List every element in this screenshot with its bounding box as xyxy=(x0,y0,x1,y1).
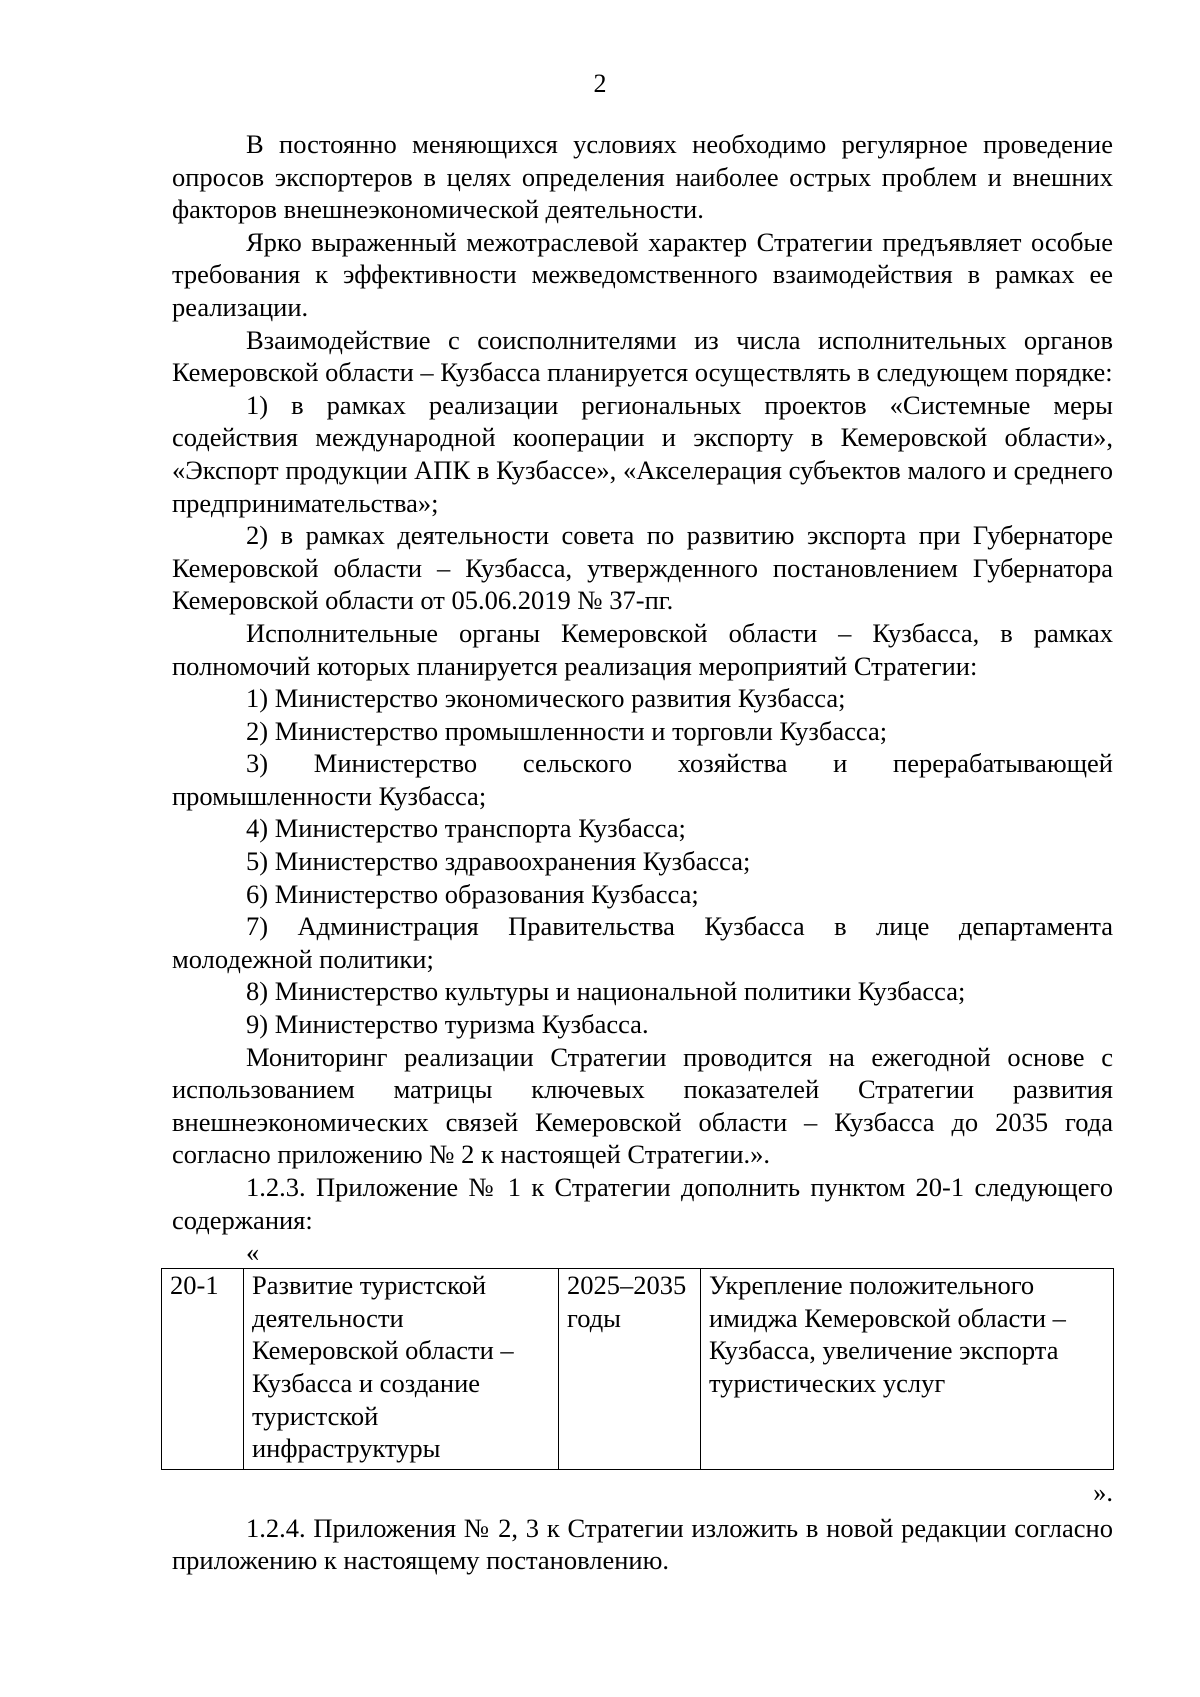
paragraph: Мониторинг реализации Стратегии проводится на ежегодной основе с использованием матрицы ключевых показателей Стратегии развития внешнеэкономических связей Кемеровской области – Кузбасса до 2035 года согласно приложению № 2 к настоящей Стратегии.». xyxy=(172,1041,1113,1170)
table-row xyxy=(162,1269,1114,1470)
inserted-table xyxy=(161,1268,1114,1470)
paragraph: В постоянно меняющихся условиях необходимо регулярное проведение опросов экспортеров в целях определения наиболее острых проблем и внешних факторов внешнеэкономической деятельности. xyxy=(172,129,1113,225)
paragraph: Исполнительные органы Кемеровской области – Кузбасса, в рамках полномочий которых планируется реализация мероприятий Стратегии: xyxy=(172,617,1113,681)
table-cell-result: Укрепление положительного имиджа Кемеровской области – Кузбасса, увеличение экспорта туристических услуг xyxy=(701,1269,1114,1470)
close-quote: ». xyxy=(1093,1476,1113,1507)
open-quote: « xyxy=(246,1237,260,1268)
list-item: 2) Министерство промышленности и торговли Кузбасса; xyxy=(246,715,888,746)
table-cell-period: 2025–2035 годы xyxy=(559,1269,701,1470)
paragraph: Взаимодействие с соисполнителями из числа исполнительных органов Кемеровской области – Кузбасса планируется осуществлять в следующем порядке: xyxy=(172,324,1113,388)
list-item: 8) Министерство культуры и национальной политики Кузбасса; xyxy=(246,976,966,1007)
list-item: 6) Министерство образования Кузбасса; xyxy=(246,878,699,909)
list-item: 7) Администрация Правительства Кузбасса в лице департамента молодежной политики; xyxy=(172,911,1113,974)
list-item: 2) в рамках деятельности совета по развитию экспорта при Губернаторе Кемеровской области – Кузбасса, утвержденного постановлением Губернатора Кемеровской области от 05.06.2019 № 37-пг. xyxy=(172,520,1113,616)
list-item: 1) Министерство экономического развития Кузбасса; xyxy=(246,683,846,714)
page-number: 2 xyxy=(593,69,607,98)
paragraph: 1.2.3. Приложение № 1 к Стратегии дополнить пунктом 20-1 следующего содержания: xyxy=(172,1172,1113,1235)
list-item: 5) Министерство здравоохранения Кузбасса; xyxy=(246,846,751,877)
list-item: 9) Министерство туризма Кузбасса. xyxy=(246,1009,649,1040)
list-item: 1) в рамках реализации региональных проектов «Системные меры содействия международной кооперации и экспорту в Кемеровской области», «Экспорт продукции АПК в Кузбассе», «Акселерация субъектов малого и среднего предпринимательства»; xyxy=(172,389,1113,518)
list-item: 4) Министерство транспорта Кузбасса; xyxy=(246,813,686,844)
table-cell-name: Развитие туристской деятельности Кемеровской области – Кузбасса и создание туристской инфраструктуры xyxy=(244,1269,559,1470)
paragraph: 1.2.4. Приложения № 2, 3 к Стратегии изложить в новой редакции согласно приложению к настоящему постановлению. xyxy=(172,1512,1113,1576)
table-cell-number: 20-1 xyxy=(162,1269,244,1470)
list-item: 3) Министерство сельского хозяйства и перерабатывающей промышленности Кузбасса; xyxy=(172,748,1113,811)
paragraph: Ярко выраженный межотраслевой характер Стратегии предъявляет особые требования к эффективности межведомственного взаимодействия в рамках ее реализации. xyxy=(172,226,1113,322)
document-body xyxy=(172,128,1113,1577)
